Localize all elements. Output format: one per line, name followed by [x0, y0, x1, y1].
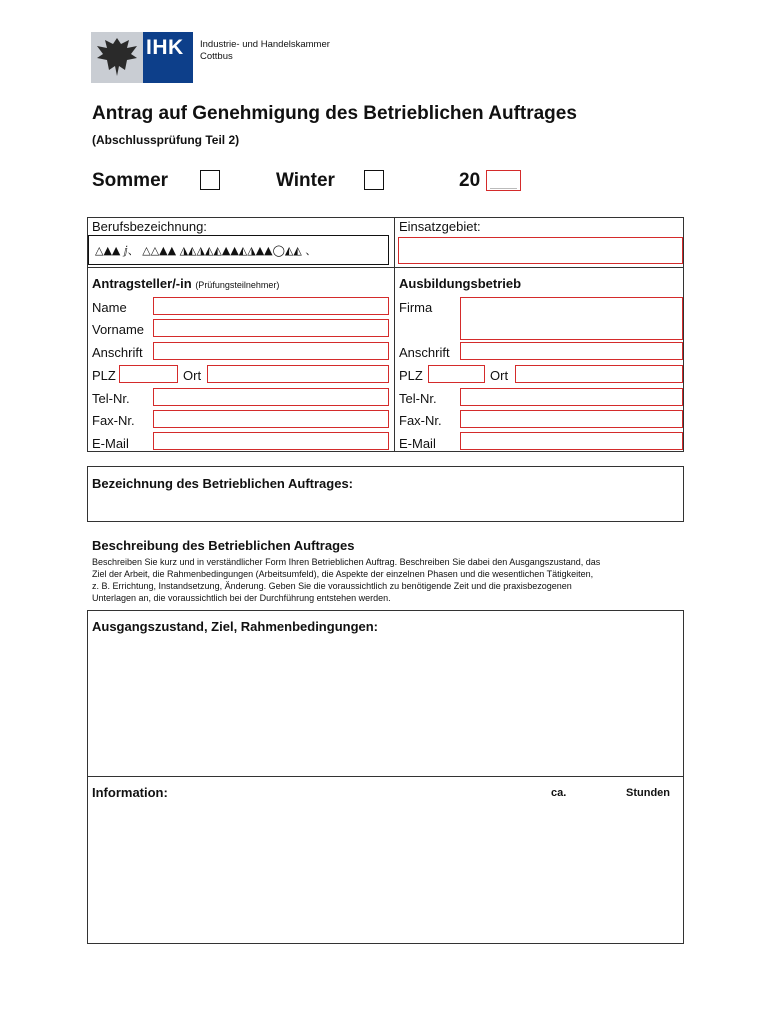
company-phone-label: Tel-Nr.	[399, 391, 437, 406]
year-underline	[490, 188, 517, 189]
initial-state-label: Ausgangszustand, Ziel, Rahmenbedingungen:	[92, 619, 379, 634]
description-heading: Beschreibung des Betrieblichen Auftrages	[92, 538, 355, 553]
applicant-zip-input[interactable]	[119, 365, 178, 383]
initial-state-field[interactable]	[88, 611, 683, 776]
applicant-phone-input[interactable]	[153, 388, 389, 406]
applicant-heading-text: Antragsteller/-in	[92, 276, 192, 291]
applicant-address-input[interactable]	[153, 342, 389, 360]
company-zip-label: PLZ	[399, 368, 423, 383]
description-line: Beschreiben Sie kurz und in verständlicher Form Ihren Betrieblichen Auftrag. Beschreiben Sie dabei den Ausgangszustand, das	[92, 557, 601, 567]
applicant-heading-note: (Prüfungsteilnehmer)	[195, 280, 280, 290]
winter-label: Winter	[276, 170, 335, 191]
year-prefix: 20	[459, 170, 481, 191]
applicant-address-label: Anschrift	[92, 345, 143, 360]
information-label: Information:	[92, 785, 168, 800]
eagle-emblem-icon	[91, 32, 143, 83]
applicant-heading	[92, 276, 279, 291]
information-field[interactable]	[88, 777, 683, 943]
company-city-label: Ort	[490, 368, 509, 383]
applicant-name-input[interactable]	[153, 297, 389, 315]
org-name-line2: Cottbus	[200, 51, 233, 62]
description-line: Ziel der Arbeit, die Rahmenbedingungen (Arbeitsumfeld), die Aspekte der einzelnen Phasen und die wesentlichen Tätigkeiten,	[92, 569, 594, 579]
summer-label: Sommer	[92, 170, 169, 191]
company-address-label: Anschrift	[399, 345, 450, 360]
profession-value: △▲▲ ⅉ、 △△▲▲ ◮◭◮◭◭▲▲◭◮▲▲◯◭◭ 、	[95, 244, 317, 257]
applicant-fax-input[interactable]	[153, 410, 389, 428]
order-title-field[interactable]	[87, 466, 684, 522]
applicant-firstname-label: Vorname	[92, 322, 145, 337]
deployment-area-label: Einsatzgebiet:	[399, 219, 481, 234]
description-line: Unterlagen an, die voraussichtlich bei der Durchführung entstehen werden.	[92, 593, 391, 603]
hours-label: Stunden	[626, 787, 670, 799]
ihk-brand-text: IHK	[146, 36, 184, 59]
deployment-area-input[interactable]	[398, 237, 683, 264]
company-zip-input[interactable]	[428, 365, 485, 383]
profession-label: Berufsbezeichnung:	[92, 219, 207, 234]
year-input[interactable]	[486, 170, 521, 191]
order-title-label: Bezeichnung des Betrieblichen Auftrages:	[92, 476, 354, 491]
company-name-label: Firma	[399, 300, 433, 315]
company-phone-input[interactable]	[460, 388, 683, 406]
applicant-fax-label: Fax-Nr.	[92, 413, 135, 428]
company-fax-label: Fax-Nr.	[399, 413, 442, 428]
applicant-zip-label: PLZ	[92, 368, 116, 383]
ihk-org-name	[200, 39, 330, 63]
company-city-input[interactable]	[515, 365, 683, 383]
company-name-input[interactable]	[460, 297, 683, 340]
summer-checkbox[interactable]	[200, 170, 220, 190]
applicant-email-input[interactable]	[153, 432, 389, 450]
page-title: Antrag auf Genehmigung des Betrieblichen Auftrages	[92, 103, 577, 124]
winter-checkbox[interactable]	[364, 170, 384, 190]
company-address-input[interactable]	[460, 342, 683, 360]
applicant-city-label: Ort	[183, 368, 202, 383]
approx-label: ca.	[551, 787, 567, 799]
profession-field[interactable]	[88, 235, 389, 265]
org-name-line1: Industrie- und Handelskammer	[200, 39, 330, 50]
applicant-email-label: E-Mail	[92, 436, 129, 451]
applicant-city-input[interactable]	[207, 365, 389, 383]
company-fax-input[interactable]	[460, 410, 683, 428]
description-line: z. B. Errichtung, Instandsetzung, Änderung. Geben Sie die voraussichtlich zu benötigende Zeit und die praxisbezogenen	[92, 581, 572, 591]
description-instructions	[92, 556, 682, 604]
page-subtitle: (Abschlussprüfung Teil 2)	[92, 133, 240, 147]
applicant-firstname-input[interactable]	[153, 319, 389, 337]
company-email-label: E-Mail	[399, 436, 436, 451]
applicant-name-label: Name	[92, 300, 127, 315]
company-email-input[interactable]	[460, 432, 683, 450]
company-heading: Ausbildungsbetrieb	[399, 276, 522, 291]
applicant-phone-label: Tel-Nr.	[92, 391, 130, 406]
